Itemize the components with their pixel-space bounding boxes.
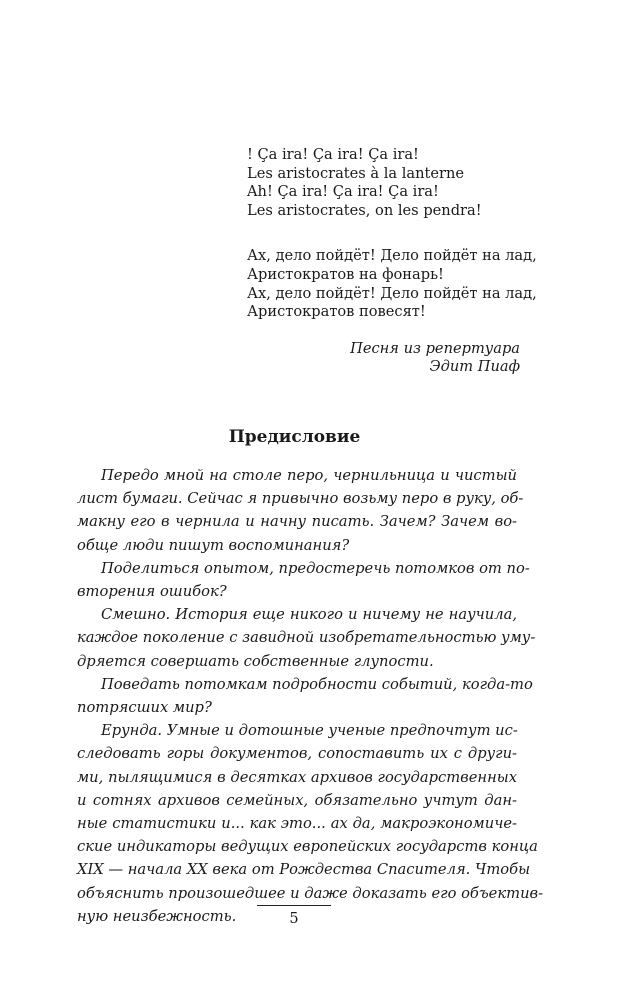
verse-line: Ах, дело пойдёт! Дело пойдёт на лад,: [247, 247, 537, 265]
text-line: ми, пылящимися в десятках архивов государственных: [77, 768, 517, 786]
epigraph: [247, 146, 537, 377]
chapter-heading: Предисловие: [228, 427, 361, 447]
text-line: каждое поколение с завидной изобретательностью уму-: [77, 629, 536, 647]
text-line: обще люди пишут воспоминания?: [77, 536, 350, 554]
text-line: ные статистики и... как это... ах да, макроэкономиче-: [77, 815, 517, 833]
text-line: лист бумаги. Сейчас я привычно возьму перо в руку, об-: [77, 490, 524, 508]
text-line: Поделиться опытом, предостеречь потомков от по-: [101, 559, 530, 577]
preface-body: [77, 464, 544, 928]
text-line: Ерунда. Умные и дотошные ученые предпочтут ис-: [101, 722, 518, 740]
epigraph-stanza-russian: [247, 247, 537, 321]
text-line: вторения ошибок?: [77, 583, 227, 601]
verse-line: Аристократов повесят!: [247, 303, 426, 321]
attribution-line: Песня из репертуара: [350, 339, 520, 357]
footer-divider: [257, 905, 331, 906]
text-line: макну его в чернила и начну писать. Зачем? Зачем во-: [77, 513, 517, 531]
verse-line: Ah! Ça ira! Ça ira! Ça ira!: [247, 183, 439, 201]
verse-line: Аристократов на фонарь!: [247, 265, 444, 283]
epigraph-attribution: [247, 340, 527, 377]
text-line: Смешно. История еще никого и ничему не научила,: [101, 606, 517, 624]
text-line: дряется совершать собственные глупости.: [77, 652, 434, 670]
text-line: Передо мной на столе перо, чернильница и чистый: [101, 467, 517, 484]
verse-line: Les aristocrates, on les pendra!: [247, 201, 482, 219]
text-line: XIX — начала XX века от Рождества Спасителя. Чтобы: [77, 861, 531, 879]
text-line: потрясших мир?: [77, 699, 212, 717]
text-line: Поведать потомкам подробности событий, когда-то: [101, 675, 533, 693]
text-line: следовать горы документов, сопоставить их с други-: [77, 745, 517, 763]
page-number: 5: [289, 911, 299, 927]
epigraph-stanza-french: [247, 146, 527, 220]
text-line: и сотнях архивов семейных, обязательно учтут дан-: [77, 791, 517, 809]
verse-line: ! Ça ira! Ça ira! Ça ira!: [247, 146, 419, 163]
text-line: объяснить произошедшее и даже доказать его объектив-: [77, 884, 544, 902]
attribution-line: Эдит Пиаф: [429, 358, 520, 376]
verse-line: Les aristocrates à la lanterne: [247, 164, 465, 182]
text-line: ную неизбежность.: [77, 907, 237, 925]
verse-line: Ах, дело пойдёт! Дело пойдёт на лад,: [247, 284, 537, 302]
text-line: ские индикаторы ведущих европейских государств конца: [77, 838, 538, 856]
